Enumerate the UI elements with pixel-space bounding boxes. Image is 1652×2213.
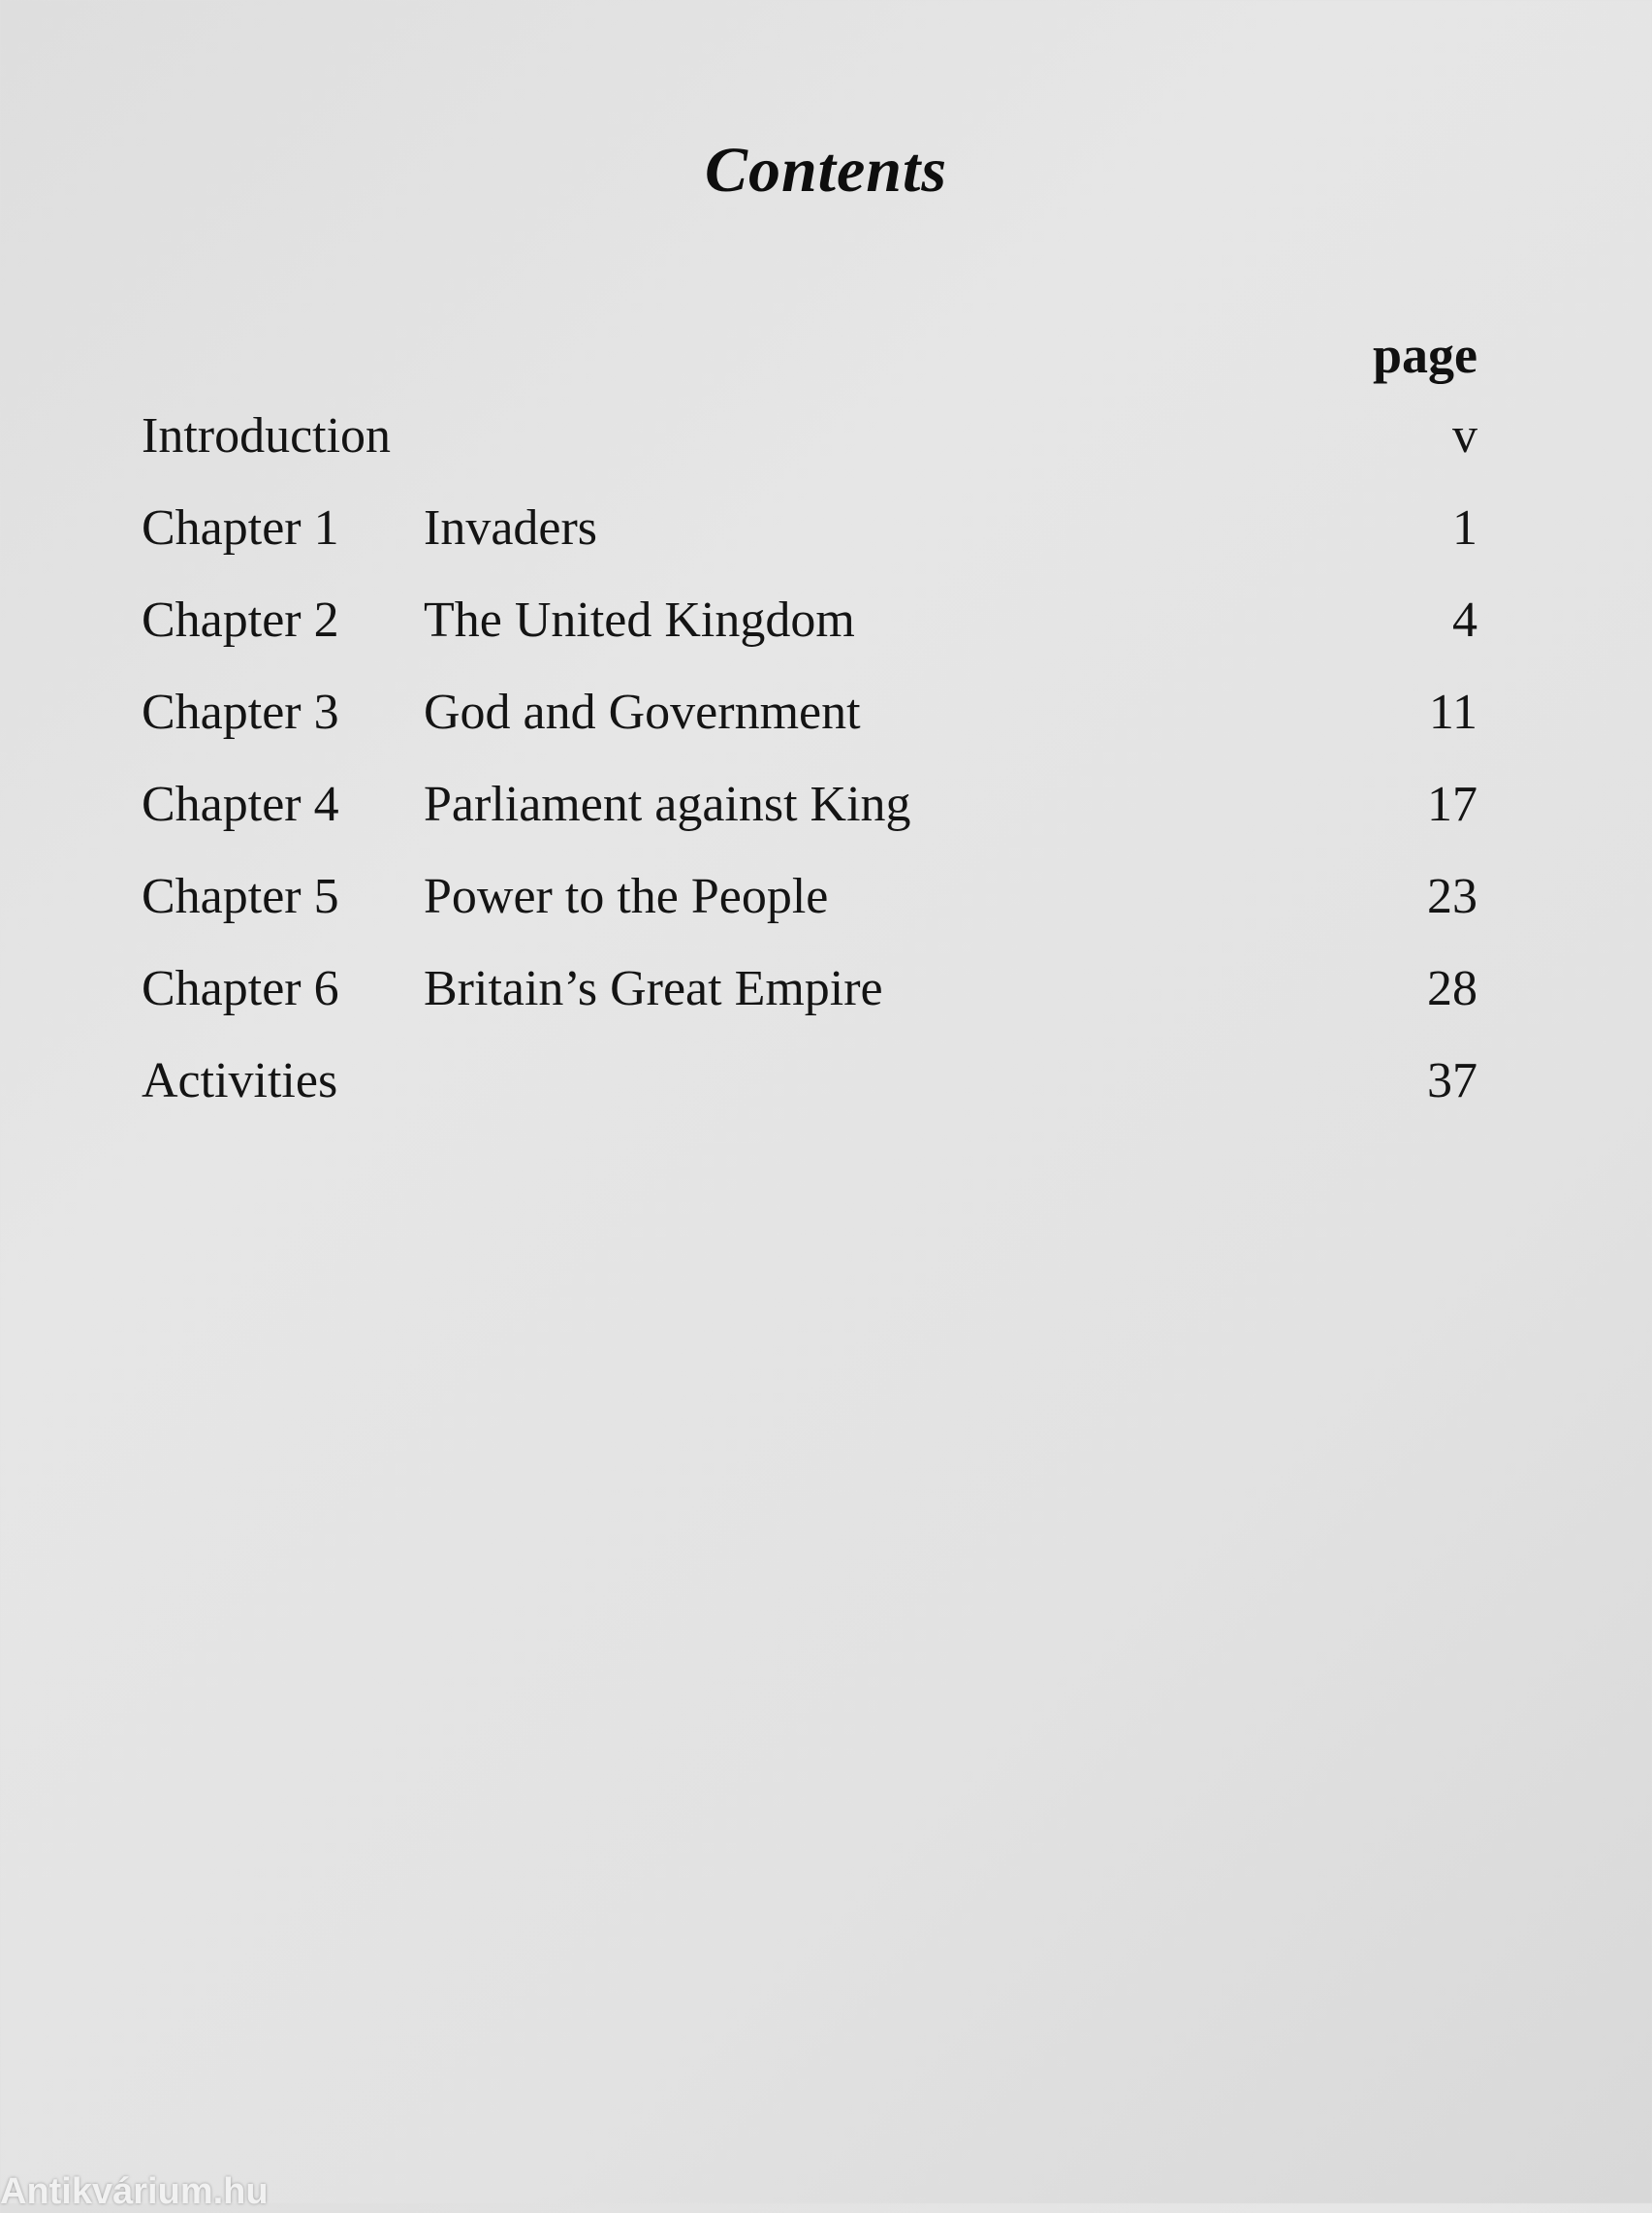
toc-entry-page: 23 (1427, 869, 1477, 924)
toc-entry-chapter-4 (142, 776, 1477, 868)
toc-entry-page: 37 (1427, 1053, 1477, 1108)
toc-entry-label: Chapter 6 (142, 961, 339, 1016)
watermark-text: Antikvárium.hu (0, 2171, 269, 2212)
toc-entry-title: The United Kingdom (424, 593, 855, 648)
toc-entry-introduction (142, 407, 1477, 499)
toc-entry-page: v (1452, 408, 1477, 464)
toc-entry-title: Parliament against King (424, 777, 911, 832)
table-of-contents (142, 407, 1477, 1144)
page-column-label: page (1373, 326, 1477, 384)
toc-entry-label: Chapter 1 (142, 500, 339, 556)
toc-entry-chapter-2 (142, 592, 1477, 684)
toc-entry-label: Chapter 5 (142, 869, 339, 924)
toc-entry-title: Power to the People (424, 869, 829, 924)
toc-entry-chapter-1 (142, 499, 1477, 592)
toc-entry-label: Activities (142, 1053, 338, 1108)
contents-heading: Contents (704, 135, 948, 206)
toc-entry-chapter-3 (142, 684, 1477, 776)
toc-entry-chapter-6 (142, 960, 1477, 1052)
toc-entry-label: Chapter 2 (142, 593, 339, 648)
toc-entry-activities (142, 1052, 1477, 1144)
toc-entry-label: Introduction (142, 408, 392, 464)
toc-entry-label: Chapter 4 (142, 777, 339, 832)
toc-entry-page: 4 (1452, 593, 1477, 648)
toc-entry-title: God and Government (424, 685, 861, 740)
toc-entry-title: Invaders (424, 500, 598, 556)
toc-entry-label: Chapter 3 (142, 685, 339, 740)
toc-entry-page: 17 (1427, 777, 1477, 832)
toc-entry-page: 1 (1452, 500, 1477, 556)
toc-entry-page: 11 (1428, 685, 1477, 740)
toc-entry-title: Britain’s Great Empire (424, 961, 883, 1016)
toc-entry-chapter-5 (142, 868, 1477, 960)
toc-entry-page: 28 (1427, 961, 1477, 1016)
